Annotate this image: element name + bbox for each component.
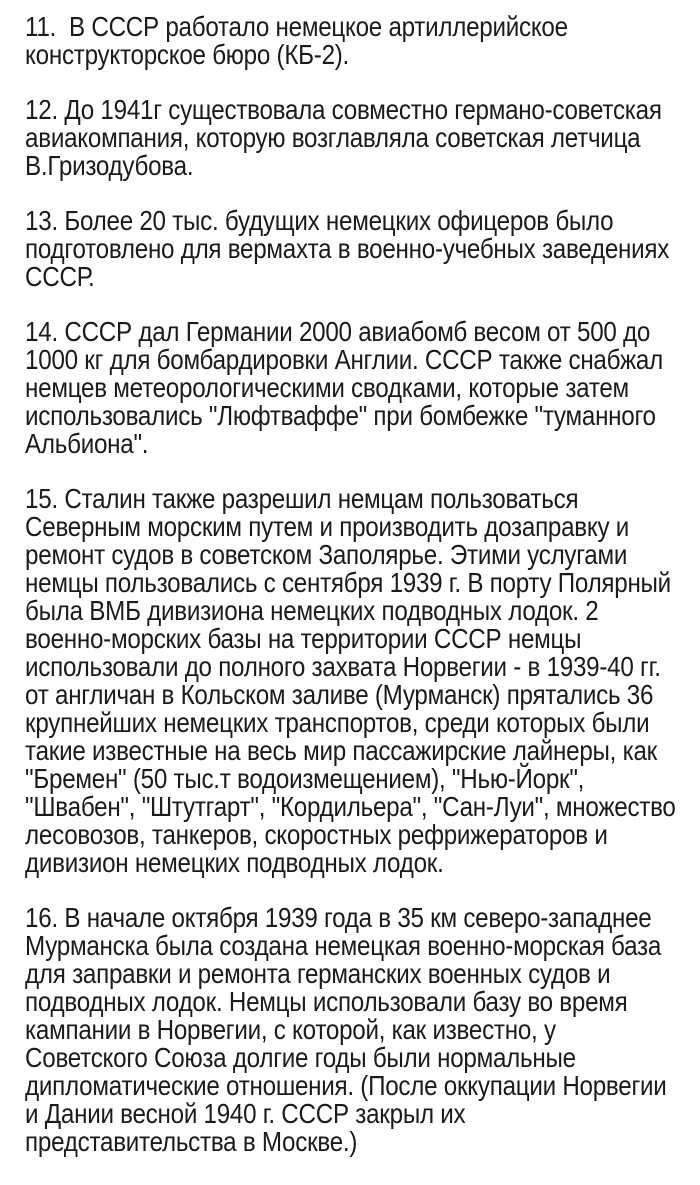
text-line: авиакомпания, которую возглавляла советская летчица <box>25 122 641 153</box>
text-line: 16. В начале октября 1939 года в 35 км северо-западнее <box>25 902 652 933</box>
text-line: военно-морских базы на территории СССР немцы <box>25 623 582 654</box>
text-line: лесовозов, танкеров, скоростных рефрижераторов и <box>25 819 608 850</box>
text-line: "Бремен" (50 тыс.т водоизмещением), "Нью-Йорк", <box>25 763 585 794</box>
text-line: 15. Сталин также разрешил немцам пользоваться <box>25 483 579 514</box>
text-line: ремонт судов в советском Заполярье. Этими услугами <box>25 539 628 570</box>
paragraph-14 <box>25 318 700 458</box>
paragraph-16 <box>25 904 700 1156</box>
paragraph-11 <box>25 13 700 69</box>
paragraph-13 <box>25 207 700 291</box>
text-line: "Швабен", "Штутгарт", "Кордильера", "Сан-Луи", множество <box>25 791 676 822</box>
text-line: использовались "Люфтваффе" при бомбежке "туманного <box>25 400 656 431</box>
text-line: такие известные на весь мир пассажирские лайнеры, как <box>25 735 657 766</box>
text-line: немцы пользовались с сентября 1939 г. В порту Полярный <box>25 567 671 598</box>
text-line: представительства в Москве.) <box>25 1126 358 1157</box>
paragraph-12 <box>25 96 700 180</box>
text-line: использовали до полного захвата Норвегии - в 1939-40 гг. <box>25 651 661 682</box>
text-line: была ВМБ дивизиона немецких подводных лодок. 2 <box>25 595 599 626</box>
text-line: 14. СССР дал Германии 2000 авиабомб весом от 500 до <box>25 316 651 347</box>
text-line: дивизион немецких подводных лодок. <box>25 847 444 878</box>
text-line: 11. В СССР работало немецкое артиллерийское <box>25 11 568 42</box>
text-line: Северным морским путем и производить дозаправку и <box>25 511 630 542</box>
text-line: 1000 кг для бомбардировки Англии. СССР также снабжал <box>25 344 663 375</box>
text-line: от англичан в Кольском заливе (Мурманск) прятались 36 <box>25 679 654 710</box>
text-line: подготовлено для вермахта в военно-учебных заведениях <box>25 233 670 264</box>
text-line: Мурманска была создана немецкая военно-морская база <box>25 930 662 961</box>
text-line: Советского Союза долгие годы были нормальные <box>25 1042 576 1073</box>
text-line: крупнейших немецких транспортов, среди которых были <box>25 707 650 738</box>
text-line: кампании в Норвегии, с которой, как известно, у <box>25 1014 556 1045</box>
text-line: Альбиона". <box>25 428 149 459</box>
text-line: 12. До 1941г существовала совместно германо-советская <box>25 94 662 125</box>
text-line: немцев метеорологическими сводками, которые затем <box>25 372 629 403</box>
text-line: подводных лодок. Немцы использовали базу во время <box>25 986 628 1017</box>
paragraph-15 <box>25 485 700 877</box>
text-line: 13. Более 20 тыс. будущих немецких офицеров было <box>25 205 614 236</box>
text-line: для заправки и ремонта германских военных судов и <box>25 958 611 989</box>
text-line: и Дании весной 1940 г. СССР закрыл их <box>25 1098 466 1129</box>
text-line: СССР. <box>25 261 95 292</box>
text-line: дипломатические отношения. (После оккупации Норвегии <box>25 1070 667 1101</box>
text-line: конструкторское бюро (КБ-2). <box>25 39 350 70</box>
text-line: В.Гризодубова. <box>25 150 194 181</box>
